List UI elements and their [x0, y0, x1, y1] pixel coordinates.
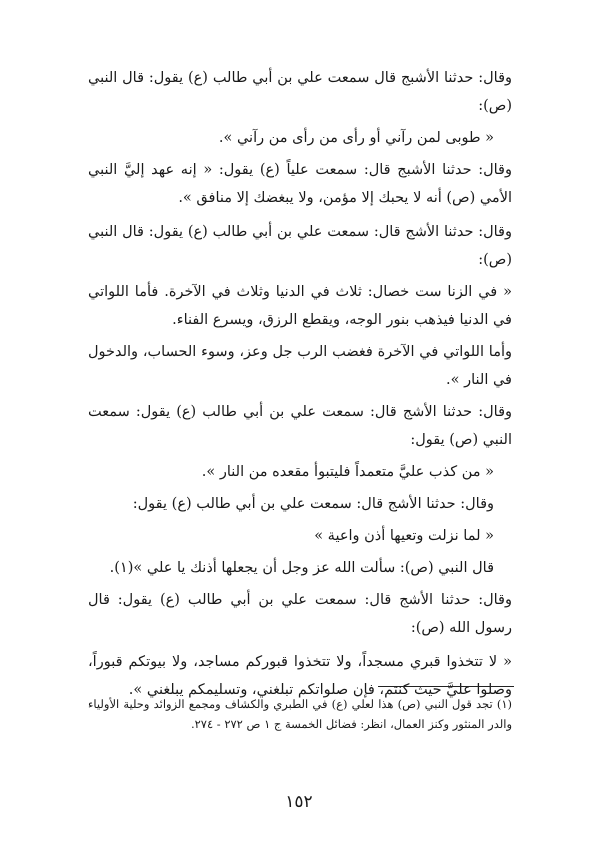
paragraph: وقال: حدثنا الأشج قال: سمعت علي بن أبي طالب (ع) يقول: قال رسول الله (ص): — [88, 592, 512, 636]
paragraph: وقال: حدثنا الأشبج قال: سمعت علياً (ع) يقول: « إنه عهد إليَّ النبي الأمي (ص) أنه لا يحبك إلا مؤمن، ولا يبغضك إلا منافق ». — [88, 162, 512, 206]
paragraph: « طوبى لمن رآني أو رأى من رأى من رآني ». — [218, 130, 494, 146]
page-number: ١٥٢ — [285, 792, 313, 812]
paragraph: « في الزنا ست خصال: ثلاث في الدنيا وثلاث في الآخرة. فأما اللواتي في الدنيا فيذهب بنور الوجه، ويقطع الرزق، ويسرع الفناء. — [88, 284, 512, 328]
paragraph: وقال: حدثنا الأشج قال: سمعت علي بن أبي طالب (ع) يقول: قال النبي (ص): — [88, 224, 512, 268]
paragraph: وأما اللواتي في الآخرة فغضب الرب جل وعز، وسوء الحساب، والدخول في النار ». — [88, 344, 512, 388]
paragraph: « لما نزلت وتعيها أذن واعية » — [314, 528, 494, 544]
footnote-separator — [378, 686, 514, 687]
paragraph: « لا تتخذوا قبري مسجداً، ولا تتخذوا قبوركم مساجد، ولا بيوتكم قبوراً، وصلوا عليَّ حيث كنتم، فإن صلواتكم تبلغني، وتسليمكم يبلغني ». — [88, 654, 512, 698]
main-text — [88, 64, 512, 708]
paragraph: وقال: حدثنا الأشج قال: سمعت علي بن أبي طالب (ع) يقول: سمعت النبي (ص) يقول: — [88, 404, 512, 448]
footnote: (١) تجد قول النبي (ص) هذا لعلي (ع) في الطبري والكشاف ومجمع الزوائد وحلية الأولياء والدر المنثور وكنز العمال، انظر: فضائل الخمسة ج ١ ص ٢٧٢ - ٢٧٤. — [88, 697, 512, 731]
paragraph: « من كذب عليَّ متعمداً فليتبوأ مقعده من النار ». — [201, 464, 494, 480]
paragraph: وقال: حدثنا الأشج قال: سمعت علي بن أبي طالب (ع) يقول: — [132, 496, 494, 512]
paragraph: قال النبي (ص): سألت الله عز وجل أن يجعلها أذنك يا علي »(١). — [109, 560, 494, 576]
paragraph: وقال: حدثنا الأشبج قال سمعت علي بن أبي طالب (ع) يقول: قال النبي (ص): — [88, 70, 512, 114]
